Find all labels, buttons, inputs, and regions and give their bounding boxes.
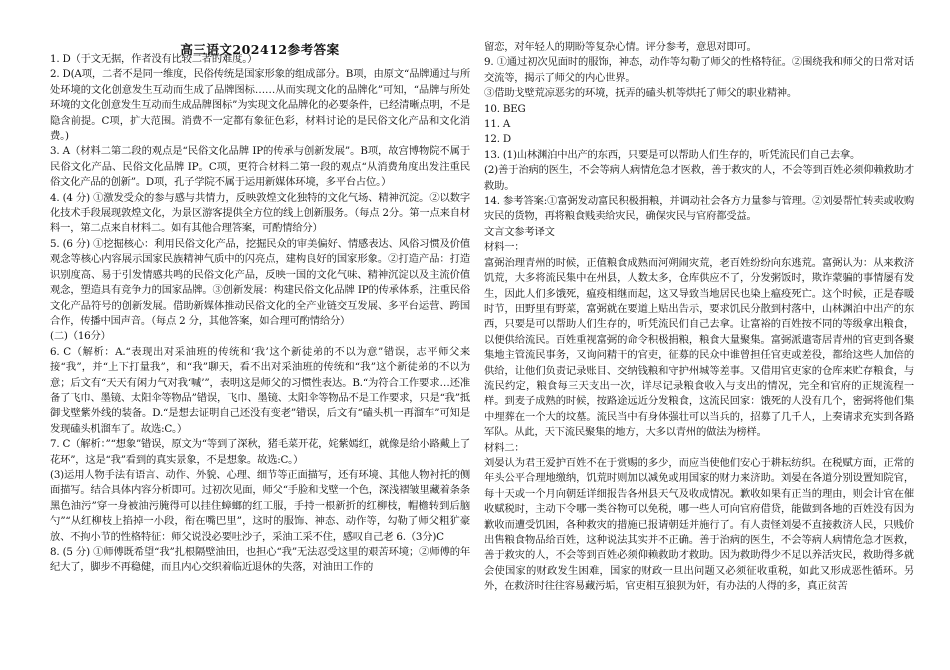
answer-2: 2. D(A项，二者不是同一维度，民俗传统是国家形象的组成部分。B项，由原文“品牌通过与所处环境的文化创意发生互动而生成了品牌图标……从而实现文化的品牌化”可知，“品牌与所处环境的文化创意发生互动而生成品牌图标”为实现文化品牌化的必要条件，已经清晰点明，不是隐含前提。C项，扩大范围。消费不一定都有象征色彩，材料讨论的是民俗文化产品和文化消费。) [50,68,470,143]
left-column [50,52,470,576]
answer-4: 4. (4 分) ①激发受众的参与感与共情力，反映敦煌文化独特的文化气场、精神沉淀。②以数字化技术手段展现敦煌文化，为景区游客提供全方位的线上创新服务。（每点 2分。第一点来自材料一，第二点来自材料二。如有其他合理答案，可酌情给分） [50,191,470,235]
answer-1: 1. D（于文无据，作者没有比较二者的难度。） [50,53,258,65]
material-2-text: 刘晏认为君王爱护百姓不在于赏赐的多少，而应当使他们安心于耕耘纺织。在税赋方面，正常的年头公平合理地缴纳，饥荒时则加以减免或用国家的财力来济助。刘晏在各道分别设置知院官，每十天或一个月向朝廷详细报告各州县天气及收成情况。歉收如果有正当的理由，则会计官在催收赋税时，主动下令哪一类谷物可以免税，哪一些人可向官府借贷，能做到各地的百姓没有因为歉收而遭受饥困，各种救灾的措施已报请朝廷并施行了。有人责怪刘晏不直接救济人民，只贱价出售粮食物品给百姓，这种说法其实并不正确。善于治病的医生，不会等病人病情危急才医救，善于救灾的人，不会等到百姓必须仰赖救助才救助。因为救助得少不足以养活灾民，救助得多就会使国家的财政发生困难，国家的财政一旦出问题又必须征收重税，如此又形成恶性循环。另外，在救济时往往容易藏污垢，官吏相互狼狈为奸，有办法的人得的多，真正贫苦 [484,456,914,593]
answer-7: 7. C（解析：”“想象”错误，原文为“等到了深秋，猪毛菜开花，姹紫嫣红，就像是给小路戴上了花环”，这是“我”看到的真实景象，不是想象。故选:C。） [50,438,470,466]
answer-12: 12. D [484,133,511,146]
answer-5: 5. (6 分) ①挖掘核心：利用民俗文化产品，挖掘民众的审美偏好、情感表达、风俗习惯及价值观念等核心内容展示国家民族精神气质中的闪亮点，建构良好的国家形象。②打造产品：打造识别度高、易于引发情感共鸣的民俗文化产品，反映一国的文化气味、精神沉淀以及主流价值观念，塑造具有竞争力的国家品牌。③创新发展：构建民俗文化品牌 IP的传承体系，注重民俗文化产品符号的创新发展。借助新媒体推动民俗文化的全产业链交互发展、多平台运营、跨国合作，传播中国声音。（每点 2 分，其他答案，如合理可酌情给分） [50,237,470,327]
answer-3: 3. A（材料二第二段的观点是“民俗文化品牌 IP的传承与创新发展”。B项，故宫博物院不属于民俗文化产品、民俗文化品牌 IP。C项，更符合材料二第一段的观点“从消费角度出发注重民俗文化产品的创新”。D项，孔子学院不属于运用新媒体环境，多平台占位。） [50,145,470,189]
section-heading: (二)（16分） [50,330,111,343]
answer-13-2: (2)善于治病的医生，不会等病人病情危急才医救，善于救灾的人，不会等到百姓必须仰赖救助才救助。 [484,164,914,192]
answer-8: 8. (5 分) ①师傅既希望“我”扎根隔壁油田，也担心“我”无法忍受这里的艰苦环境；②师傅的年纪大了，脚步不再稳健，而且内心交织着临近退休的失落，对油田工作的 [50,546,470,574]
material-1-text: 富弼治理青州的时候，正值粮食成熟而河朔闹灾荒，老百姓纷纷向东逃荒。富弼认为：从来救济饥荒，大多将流民集中在州县，人数太多，仓库供应不了，分发粥饭时，欺诈蒙骗的事情屡有发生，因此人们多饿死，瘟疫相继而起，这又导致当地居民也染上瘟疫死亡。这个时候，正是春暖时节，田野里有野菜，富弼就在要道上贴出告示，要求饥民分散到村落中，山林渊泊中出产的东西，只要是可以帮助人们生存的，听凭流民们自己去拿。让富裕的百姓按不同的等级拿出粮食，以便供给流民。百姓重视富弼的命令积极捐粮，粮食大量聚集。富弼派遣寄居青州的官吏到各聚集地主管流民事务，又询问精干的官吏，征募的民众中谁曾担任官吏或差役，都给这些人加倍的供给，让他们负责记录账目、交纳钱粮和守护州城等差事。又借用官吏家的仓库来贮存粮食，与流民约定，粮食每三天支出一次，详尽记录粮食收入与支出的情况，完全和官府的正规流程一样。到麦子成熟的时候，按路途远近分发粮食，这流民回家：饿死的人没有几个，密弼将他们集中埋葬在一个大的坟墓。流民当中有身体强壮可以当兵的，招募了几千人，上奏请求充实到各路军队。从此，天下流民聚集的地方，大多以青州的做法为榜样。 [484,256,914,439]
answer-14: 14. 参考答案:①富弼发动富民积极捐粮，并调动社会各方力量参与管理。②刘晏帮忙转卖或收购灾民的货物，再将粮食贱卖给灾民，确保灾民与官府都受益。 [484,195,914,223]
right-column [484,40,914,595]
answer-8-continued: 留恋，对年轻人的期盼等复杂心情。评分参考，意思对即可。 [484,41,757,53]
answer-10: 10. BEG [484,102,526,115]
answer-13-1: 13. (1)山林渊泊中出产的东西，只要是可以帮助人们生存的，听凭流民们自己去拿。 [484,148,861,161]
answer-11: 11. A [484,118,511,131]
answer-7-analysis: (3)运用人物手法有语言、动作、外貌、心理、细节等正面描写，还有环境、其他人物衬托的侧面描写。结合具体内容分析即可。过初次见面，师父“手脸和戈壁一个色，深浅褶皱里藏着条条黑色油污”穿一身被油污腌得可以挂住蟑螂的红工服，手持一根新折的红柳枝，帽檐转到后脑勺”“从红柳枝上掐掉一小段，衔在嘴巴里”，这时的服饰、神态、动作等，勾勒了师父粗犷豪放、不拘小节的性格特征：师父说没必要吐沙子，采油工采不住，感叹自己老 6.（3分)C [50,468,470,543]
material-1-heading: 材料一： [484,241,525,254]
material-2-heading: 材料二： [484,441,525,454]
page-title: 高三语文202412参考答案 [180,42,340,57]
answer-9-point-3: ③借助戈壁荒凉恶劣的环境，抚弄的磕头机等烘托了师父的职业精神。 [484,87,798,100]
answer-6: 6. C（解析：A.“表现出对采油班的传统和‘我’这个新徒弟的不以为意”错误，志平师父来接“我”，并“上下打量我”，和“我”聊天，看不出对采油班的传统和“我”这个新徒弟的不以为意；后文有“天天有闲力气对我‘喊’”，表明这是师父的习惯性表达。B.“为符合工作要求…还准备了飞巾、墨镜、太阳伞等物品”错误，飞巾、墨镜、太阳伞等物品不是工作要求，只是“我”抵御戈壁紫外线的装备。D.“是想去证明自己还没有变老”错误，后文有“磕头机一再溜车”可知是发现磕头机溜车了。故选:C。） [50,345,470,435]
answer-9: 9. ①通过初次见面时的服饰，神态，动作等勾勒了师父的性格特征。②围绕我和师父的日常对话交流等，揭示了师父的内心世界。 [484,56,914,84]
translation-heading: 文言文参考译文 [484,225,555,238]
